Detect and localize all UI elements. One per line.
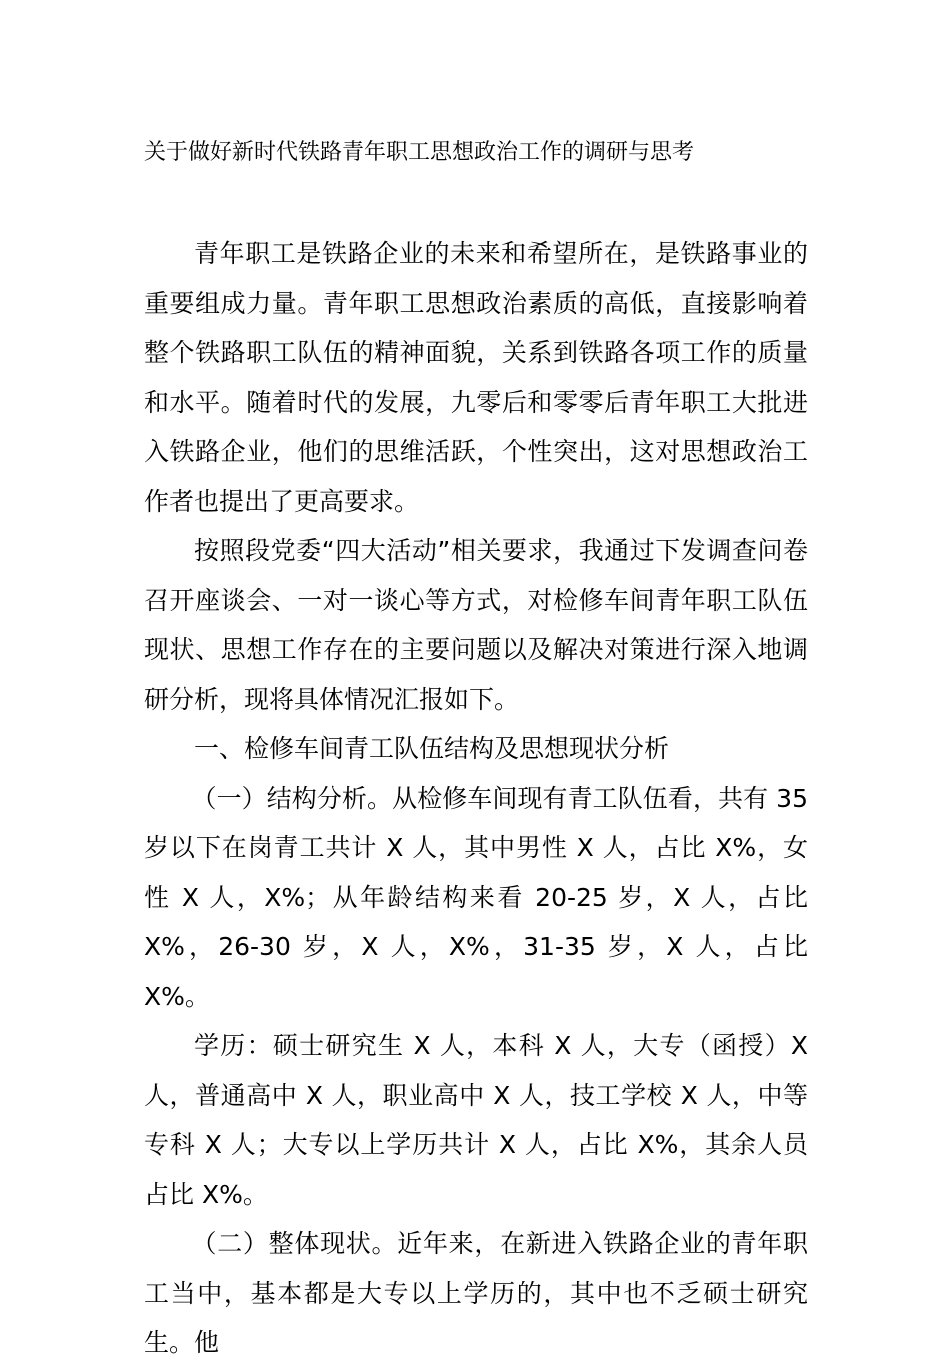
overall-status-paragraph: （二）整体现状。近年来，在新进入铁路企业的青年职工当中，基本都是大专以上学历的，其中也不乏硕士研究生。他 [144, 1229, 808, 1357]
method-paragraph: 按照段党委“四大活动”相关要求，我通过下发调查问卷召开座谈会、一对一谈心等方式，对检修车间青年职工队伍现状、思想工作存在的主要问题以及解决对策进行深入地调研分析，现将具体情况汇报如下。 [144, 536, 808, 714]
section-heading-1: 一、检修车间青工队伍结构及思想现状分析 [194, 734, 670, 763]
structure-analysis-paragraph: （一）结构分析。从检修车间现有青工队伍看，共有 35 岁以下在岗青工共计 X 人，其中男性 X 人，占比 X%，女性 X 人，X%；从年龄结构来看 20-25 岁，X 人，占比 X%，26-30 岁，X 人，X%，31-35 岁，X 人，占比 X%。 [144, 783, 808, 1011]
document-body [144, 229, 808, 1368]
education-paragraph: 学历：硕士研究生 X 人，本科 X 人，大专（函授）X 人，普通高中 X 人，职业高中 X 人，技工学校 X 人，中等专科 X 人；大专以上学历共计 X 人，占比 X%，其余人员占比 X%。 [144, 1031, 808, 1209]
document-title: 关于做好新时代铁路青年职工思想政治工作的调研与思考 [144, 140, 695, 165]
intro-paragraph: 青年职工是铁路企业的未来和希望所在，是铁路事业的重要组成力量。青年职工思想政治素质的高低，直接影响着整个铁路职工队伍的精神面貌，关系到铁路各项工作的质量和水平。随着时代的发展，九零后和零零后青年职工大批进入铁路企业，他们的思维活跃，个性突出，这对思想政治工作者也提出了更高要求。 [144, 239, 808, 516]
